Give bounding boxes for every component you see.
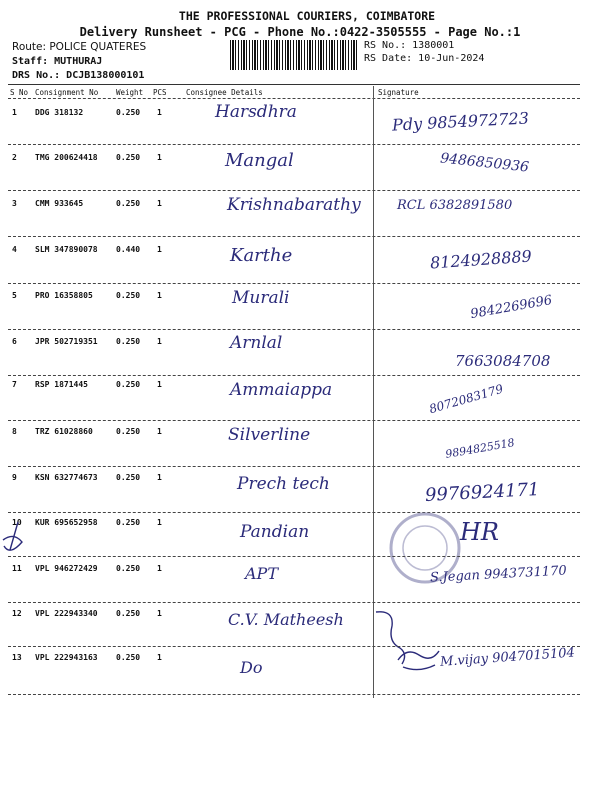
row-pcs: 1 xyxy=(157,427,162,436)
row-sno: 13 xyxy=(12,653,22,662)
drs-number: DRS No.: DCJB138000101 xyxy=(12,70,145,81)
row-signature: HR xyxy=(460,518,499,546)
row-consignment: PRO 16358805 xyxy=(35,291,93,300)
row-pcs: 1 xyxy=(157,380,162,389)
row-signature: 9894825518 xyxy=(444,436,516,461)
row-consignee-handwriting: Murali xyxy=(232,288,290,308)
row-weight: 0.250 xyxy=(116,291,141,300)
row-consignee-handwriting: Ammaiappa xyxy=(230,380,333,400)
row-sno: 12 xyxy=(12,609,22,618)
col-header-consignee: Consignee Details xyxy=(186,88,263,97)
row-consignment: KSN 632774673 xyxy=(35,473,98,482)
row-consignee-handwriting: C.V. Matheesh xyxy=(228,610,344,629)
row-signature: M.vijay 9047015104 xyxy=(439,645,576,670)
col-header-sno: S No xyxy=(10,88,29,97)
row-consignee-handwriting: Silverline xyxy=(228,425,311,445)
row-pcs: 1 xyxy=(157,108,162,117)
row-weight: 0.250 xyxy=(116,473,141,482)
row-sno: 6 xyxy=(12,337,17,346)
row-sno: 7 xyxy=(12,380,17,389)
row-divider xyxy=(8,512,580,513)
row-signature: 9976924171 xyxy=(424,479,541,506)
row-sno: 10 xyxy=(12,518,22,527)
row-signature: 7663084708 xyxy=(455,352,551,370)
row-divider xyxy=(8,144,580,145)
row-pcs: 1 xyxy=(157,199,162,208)
row-weight: 0.440 xyxy=(116,245,141,254)
signature-scribble xyxy=(395,645,443,675)
rs-number: RS No.: 1380001 xyxy=(364,40,455,51)
row-consignee-handwriting: Prech tech xyxy=(237,474,330,494)
company-title: THE PROFESSIONAL COURIERS, COIMBATORE xyxy=(178,9,436,23)
row-sno: 4 xyxy=(12,245,17,254)
row-weight: 0.250 xyxy=(116,380,141,389)
row-pcs: 1 xyxy=(157,564,162,573)
col-header-consignment: Consignment No xyxy=(35,88,99,97)
row-consignment: SLM 347890078 xyxy=(35,245,98,254)
row-weight: 0.250 xyxy=(116,518,141,527)
col-header-weight: Weight xyxy=(116,88,144,97)
row-consignee-handwriting: Arnlal xyxy=(230,333,283,353)
margin-pen-mark xyxy=(0,520,26,560)
row-divider xyxy=(8,694,580,695)
row-consignee-handwriting: Pandian xyxy=(240,522,310,542)
row-divider xyxy=(8,556,580,557)
row-divider xyxy=(8,420,580,421)
col-header-signature: Signature xyxy=(378,88,419,97)
row-pcs: 1 xyxy=(157,518,162,527)
row-pcs: 1 xyxy=(157,653,162,662)
row-signature: 8072083179 xyxy=(427,381,505,417)
row-consignee-handwriting: Harsdhra xyxy=(215,102,297,122)
row-weight: 0.250 xyxy=(116,564,141,573)
row-signature: 9486850936 xyxy=(439,150,530,176)
row-weight: 0.250 xyxy=(116,108,141,117)
header-rule xyxy=(8,98,580,99)
row-weight: 0.250 xyxy=(116,427,141,436)
row-divider xyxy=(8,466,580,467)
row-signature: 8124928889 xyxy=(429,246,533,273)
row-sno: 8 xyxy=(12,427,17,436)
row-signature: S.Jegan 9943731170 xyxy=(429,563,568,586)
row-signature: RCL 6382891580 xyxy=(397,198,513,213)
row-consignee-handwriting: Karthe xyxy=(230,245,293,266)
row-consignee-handwriting: Mangal xyxy=(225,150,294,171)
row-weight: 0.250 xyxy=(116,609,141,618)
row-sno: 5 xyxy=(12,291,17,300)
row-weight: 0.250 xyxy=(116,653,141,662)
row-signature: Pdy 9854972723 xyxy=(391,108,530,135)
row-consignment: VPL 222943340 xyxy=(35,609,98,618)
barcode-image xyxy=(230,40,358,70)
row-consignee-handwriting: APT xyxy=(245,564,278,583)
row-consignment: TRZ 61028860 xyxy=(35,427,93,436)
row-consignment: VPL 946272429 xyxy=(35,564,98,573)
row-divider xyxy=(8,283,580,284)
row-sno: 1 xyxy=(12,108,17,117)
row-consignment: VPL 222943163 xyxy=(35,653,98,662)
row-consignment: JPR 502719351 xyxy=(35,337,98,346)
row-pcs: 1 xyxy=(157,153,162,162)
row-divider xyxy=(8,329,580,330)
row-divider xyxy=(8,236,580,237)
route-label: Route: POLICE QUATERES xyxy=(12,41,147,53)
row-sno: 11 xyxy=(12,564,22,573)
table-top-rule xyxy=(8,84,580,85)
row-pcs: 1 xyxy=(157,245,162,254)
row-pcs: 1 xyxy=(157,337,162,346)
row-sno: 3 xyxy=(12,199,17,208)
row-pcs: 1 xyxy=(157,609,162,618)
row-pcs: 1 xyxy=(157,473,162,482)
row-weight: 0.250 xyxy=(116,199,141,208)
row-sno: 9 xyxy=(12,473,17,482)
row-consignment: TMG 200624418 xyxy=(35,153,98,162)
row-divider xyxy=(8,646,580,647)
row-consignment: CMM 933645 xyxy=(35,199,84,208)
row-weight: 0.250 xyxy=(116,337,141,346)
row-signature: 9842269696 xyxy=(469,292,554,323)
row-sno: 2 xyxy=(12,153,17,162)
row-consignee-handwriting: Do xyxy=(240,658,263,677)
row-divider xyxy=(8,375,580,376)
row-consignment: KUR 695652958 xyxy=(35,518,98,527)
row-divider xyxy=(8,602,580,603)
staff-label: Staff: MUTHURAJ xyxy=(12,56,103,67)
row-divider xyxy=(8,190,580,191)
col-header-pcs: PCS xyxy=(153,88,167,97)
row-consignment: DDG 318132 xyxy=(35,108,84,117)
rs-date: RS Date: 10-Jun-2024 xyxy=(364,53,485,64)
signature-divider xyxy=(373,86,374,698)
row-consignee-handwriting: Krishnabarathy xyxy=(227,195,361,215)
row-pcs: 1 xyxy=(157,291,162,300)
row-consignment: RSP 1871445 xyxy=(35,380,88,389)
runsheet-title: Delivery Runsheet - PCG - Phone No.:0422-3505555 - Page No.:1 xyxy=(79,25,521,39)
row-weight: 0.250 xyxy=(116,153,141,162)
